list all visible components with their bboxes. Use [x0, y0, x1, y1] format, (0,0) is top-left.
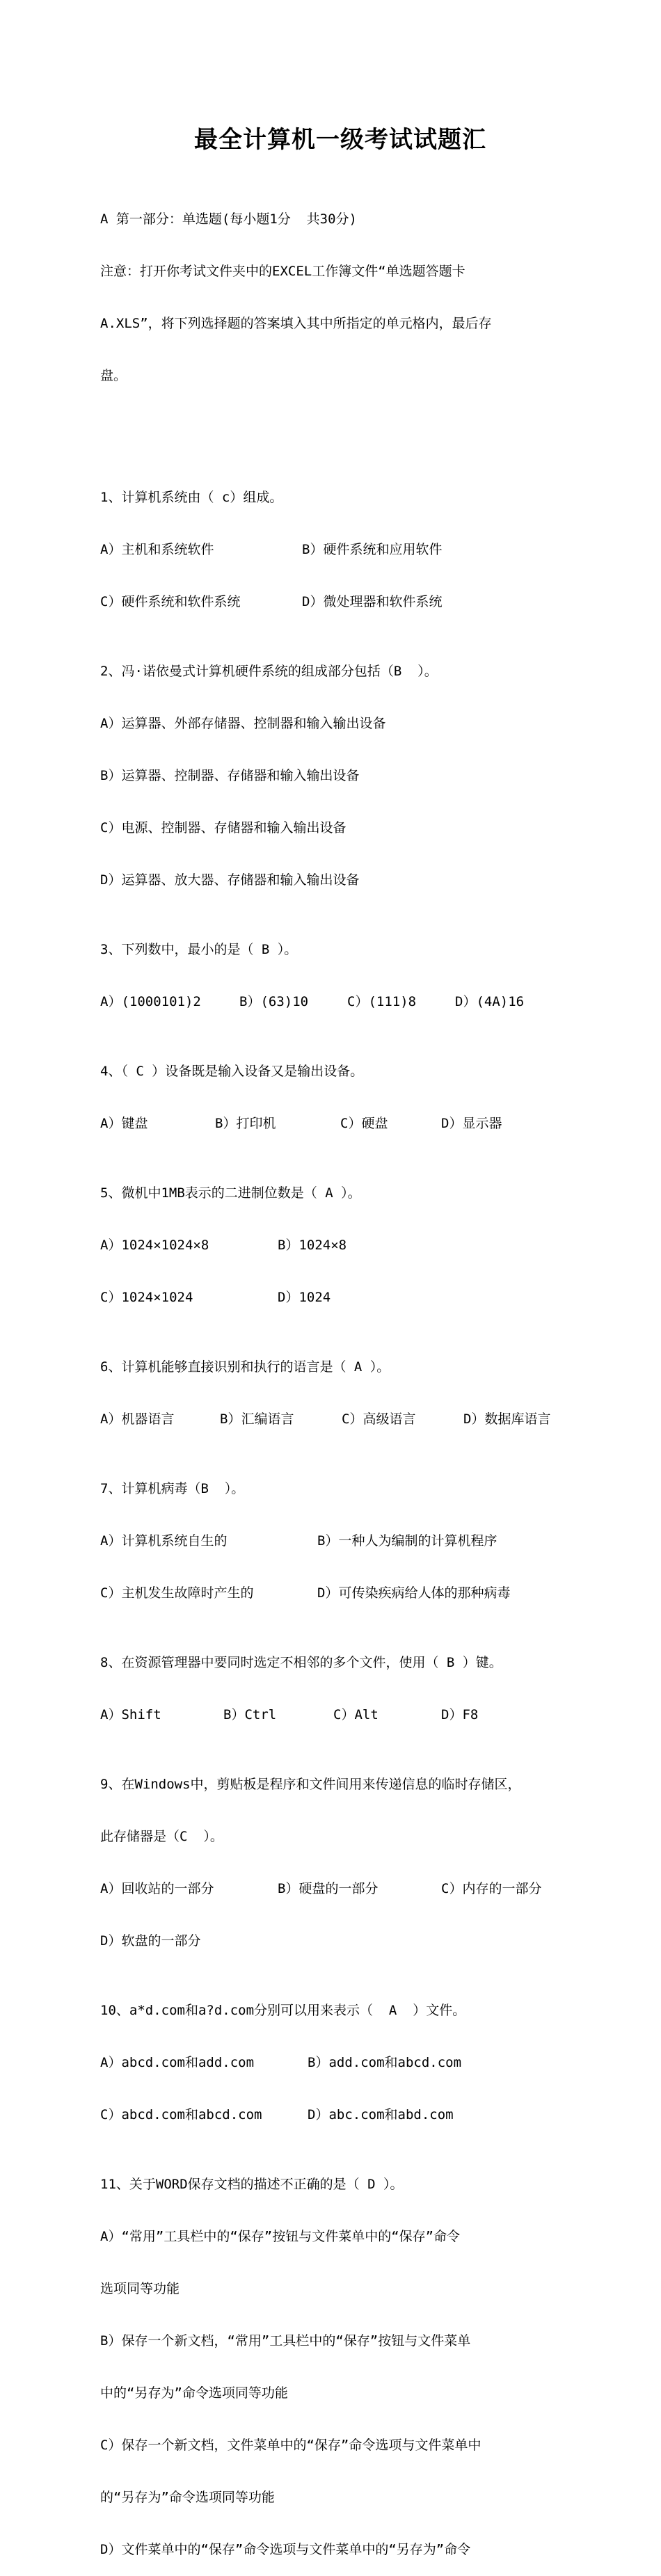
option-b: B）1024×8: [278, 1238, 347, 1253]
option-b: B）打印机: [215, 1116, 276, 1131]
option-d: D）显示器: [441, 1116, 502, 1131]
instruction-line: A.XLS”，将下列选择题的答案填入其中所指定的单元格内，最后存: [100, 316, 492, 331]
option-c: C）硬件系统和软件系统: [100, 594, 241, 609]
option-b: B）硬盘的一部分: [278, 1881, 379, 1896]
options-row: [100, 1706, 580, 1724]
option-b: B）add.com和abcd.com: [308, 2055, 462, 2070]
options-row: [100, 1585, 580, 1602]
option-a: A）abcd.com和add.com: [100, 2055, 255, 2070]
option-d: D）(4A)16: [455, 994, 525, 1009]
option-a: A）回收站的一部分: [100, 1881, 214, 1896]
options-row: [100, 993, 580, 1011]
option-b: B）一种人为编制的计算机程序: [317, 1533, 497, 1549]
option-c: C）保存一个新文档，文件菜单中的“保存”命令选项与文件菜单中: [100, 2438, 481, 2453]
option-c: C）硬盘: [340, 1116, 388, 1131]
question-2: 2、冯·诺依曼式计算机硬件系统的组成部分包括（B ）。: [100, 664, 438, 679]
option-c: C）abcd.com和abcd.com: [100, 2107, 262, 2122]
option-c-cont: 的“另存为”命令选项同等功能: [100, 2490, 275, 2505]
question-5: 5、微机中1MB表示的二进制位数是（ A ）。: [100, 1185, 361, 1201]
document-page: [100, 89, 580, 2576]
option-d: D）运算器、放大器、存储器和输入输出设备: [100, 872, 360, 888]
option-a: A）键盘: [100, 1116, 148, 1131]
option-c: C）电源、控制器、存储器和输入输出设备: [100, 820, 347, 835]
question-8: 8、在资源管理器中要同时选定不相邻的多个文件，使用（ B ）键。: [100, 1655, 502, 1670]
question-3: 3、下列数中，最小的是（ B ）。: [100, 942, 298, 957]
option-b: B）硬件系统和应用软件: [302, 542, 443, 557]
options-row: [100, 1880, 580, 1898]
option-d: D）文件菜单中的“保存”命令选项与文件菜单中的“另存为”命令: [100, 2542, 471, 2557]
options-row: [100, 593, 580, 611]
section-heading: A 第一部分：单选题(每小题1分 共30分): [100, 211, 357, 227]
option-a: A）1024×1024×8: [100, 1238, 209, 1253]
question-6: 6、计算机能够直接识别和执行的语言是（ A ）。: [100, 1359, 390, 1375]
option-a: A）机器语言: [100, 1411, 175, 1427]
option-b: B）运算器、控制器、存储器和输入输出设备: [100, 768, 360, 783]
instruction-line: 注意：打开你考试文件夹中的EXCEL工作簿文件“单选题答题卡: [100, 264, 465, 279]
option-b: B）汇编语言: [220, 1411, 294, 1427]
option-d: D）微处理器和软件系统: [302, 594, 443, 609]
instruction-line: 盘。: [100, 368, 127, 383]
options-row: [100, 2054, 580, 2072]
blank-line: [100, 419, 580, 437]
options-row: [100, 1289, 580, 1306]
option-a: A）“常用”工具栏中的“保存”按钮与文件菜单中的“保存”命令: [100, 2229, 461, 2244]
question-4: 4、（ C ）设备既是输入设备又是输出设备。: [100, 1064, 364, 1079]
option-d: D）1024: [278, 1290, 331, 1305]
option-b-cont: 中的“另存为”命令选项同等功能: [100, 2385, 288, 2401]
option-a: A）主机和系统软件: [100, 542, 214, 557]
option-c: C）(111)8: [347, 994, 417, 1009]
option-d: D）abc.com和abd.com: [308, 2107, 454, 2122]
option-c: C）Alt: [333, 1707, 379, 1722]
option-d: D）软盘的一部分: [100, 1933, 201, 1949]
option-d: D）F8: [441, 1707, 479, 1722]
options-row: [100, 1237, 580, 1254]
options-row: [100, 1411, 580, 1428]
options-row: [100, 1115, 580, 1133]
page-title: 最全计算机一级考试试题汇: [194, 126, 486, 154]
option-c: C）内存的一部分: [441, 1881, 542, 1896]
option-a: A）Shift: [100, 1707, 161, 1722]
option-a-cont: 选项同等功能: [100, 2281, 180, 2296]
question-9-cont: 此存储器是（C ）。: [100, 1829, 223, 1844]
question-11: 11、关于WORD保存文档的描述不正确的是（ D ）。: [100, 2177, 404, 2192]
options-row: [100, 1533, 580, 1550]
options-row: [100, 2106, 580, 2124]
option-a: A）(1000101)2: [100, 994, 201, 1009]
option-b: B）(63)10: [239, 994, 309, 1009]
option-a: A）运算器、外部存储器、控制器和输入输出设备: [100, 716, 386, 731]
option-c: C）高级语言: [342, 1411, 416, 1427]
option-a: A）计算机系统自生的: [100, 1533, 228, 1549]
question-1: 1、计算机系统由（ c）组成。: [100, 490, 283, 505]
question-7: 7、计算机病毒（B ）。: [100, 1481, 245, 1496]
option-b: B）Ctrl: [223, 1707, 277, 1722]
question-10: 10、a*d.com和a?d.com分别可以用来表示（ A ）文件。: [100, 2003, 466, 2018]
option-d: D）可传染疾病给人体的那种病毒: [317, 1585, 511, 1601]
option-b: B）保存一个新文档，“常用”工具栏中的“保存”按钮与文件菜单: [100, 2333, 471, 2349]
option-c: C）主机发生故障时产生的: [100, 1585, 254, 1601]
options-row: [100, 541, 580, 559]
option-c: C）1024×1024: [100, 1290, 193, 1305]
option-d: D）数据库语言: [463, 1411, 551, 1427]
question-9: 9、在Windows中，剪贴板是程序和文件间用来传递信息的临时存储区，: [100, 1777, 521, 1792]
